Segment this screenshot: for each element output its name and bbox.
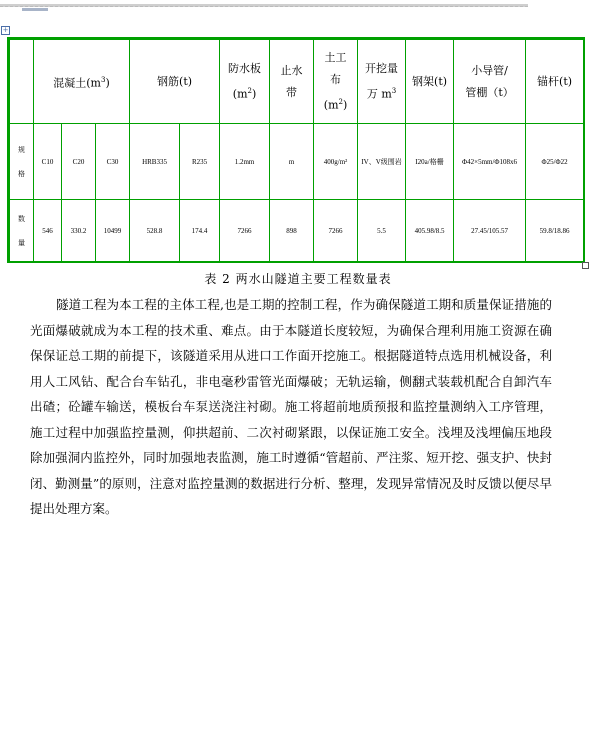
table-cell: C30: [96, 124, 130, 200]
table-cell: 59.8/18.86: [526, 200, 584, 262]
table-caption: 表 2 两水山隧道主要工程数量表: [204, 272, 392, 286]
table-cell: 7266: [220, 200, 270, 262]
table-cell: 546: [34, 200, 62, 262]
table-cell: m: [270, 124, 314, 200]
page-header-line: [0, 4, 528, 7]
table-cell: 330.2: [62, 200, 96, 262]
corner-cell: [10, 40, 34, 124]
table-cell: 7266: [314, 200, 358, 262]
table-cell: 174.4: [180, 200, 220, 262]
table-cell: 27.45/105.57: [454, 200, 526, 262]
header-concrete: 混凝土$(m^3)$: [34, 40, 130, 124]
table-cell: IV、V级围岩: [358, 124, 406, 200]
quantity-row: [10, 200, 584, 262]
header-fragment: [22, 4, 48, 11]
table-cell: Φ42×5mm/Φ108x6: [454, 124, 526, 200]
spec-row-label: 规 格: [10, 124, 34, 200]
table-cell: Φ25/Φ22: [526, 124, 584, 200]
table-header-row: [10, 40, 584, 124]
header-anchor: 锚杆(t): [526, 40, 584, 124]
table-cell: 5.5: [358, 200, 406, 262]
table-cell: C20: [62, 124, 96, 200]
spec-row: [10, 124, 584, 200]
header-waterproof: 防水板 $(m^2)$: [220, 40, 270, 124]
table-cell: 528.8: [130, 200, 180, 262]
table-move-handle-icon[interactable]: +: [2, 26, 9, 34]
header-waterstop: 止水 带: [270, 40, 314, 124]
header-steel-frame: 钢架(t): [406, 40, 454, 124]
table-cell: 898: [270, 200, 314, 262]
quantity-row-label: 数 量: [10, 200, 34, 262]
table-cell: 405.98/8.5: [406, 200, 454, 262]
table-cell: HRB335: [130, 124, 180, 200]
table-cell: 1.2mm: [220, 124, 270, 200]
paragraph-text: 隧道工程为本工程的主体工程,也是工期的控制工程，作为确保隧道工期和质量保证措施的光面爆破就成为本工程的技术重、难点。由于本隧道长度较短，为确保合理利用施工资源在确保保证总工期的前提下，该隧道采用从进口工作面开挖施工。根据隧道特点选用机械设备，利用人工风钻、配合台车钻孔，非电毫秒雷管光面爆破；无轨运输，侧翻式装载机配合自卸汽车出碴；砼罐车输送，模板台车泵送浇注衬砌。施工将超前地质预报和监控量测纳入工序管理，施工过程中加强监控量测，仰拱超前、二次衬砌紧跟，以保证施工安全。浅埋及浅埋偏压地段除加强洞内监控外，同时加强地表监测，施工时遵循“管超前、严注浆、短开挖、强支护、快封闭、勤测量”的原则，注意对监控量测的数据进行分析、整理，发现异常情况及时反馈以便尽早提出处理方案。: [30, 297, 552, 516]
table-cell: 10499: [96, 200, 130, 262]
table-cell: C10: [34, 124, 62, 200]
table-cell: R235: [180, 124, 220, 200]
header-rebar: 钢筋(t): [130, 40, 220, 124]
header-excavation: 开挖量 万 $m^3$: [358, 40, 406, 124]
table-cell: I20a/格栅: [406, 124, 454, 200]
header-geotextile: 土工 布 $(m^2)$: [314, 40, 358, 124]
quantity-table: [9, 39, 584, 262]
body-paragraph[interactable]: [30, 292, 552, 522]
table-resize-handle[interactable]: [582, 262, 589, 269]
table-cell: 400g/m²: [314, 124, 358, 200]
header-small-pipe: 小导管/ 管棚（t）: [454, 40, 526, 124]
